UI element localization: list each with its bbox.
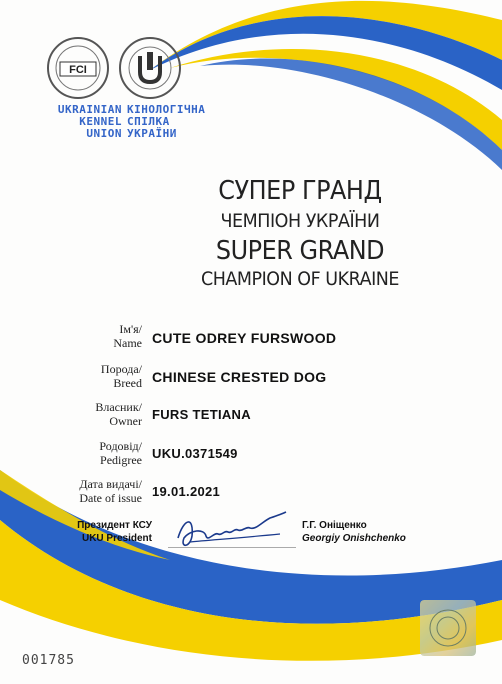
date-label: Дата видачі/ Date of issue: [79, 477, 142, 505]
pedigree-label: Родовід/ Pedigree: [99, 439, 142, 467]
uku-logo: [118, 36, 182, 100]
handwritten-signature: [170, 508, 290, 552]
president-title: Президент КСУ UKU President: [77, 520, 152, 544]
title-ua-line1: СУПЕР ГРАНД: [218, 176, 382, 206]
president-name: Г.Г. Оніщенко Georgiy Onishchenko: [302, 520, 406, 544]
breed-value: CHINESE CRESTED DOG: [152, 369, 327, 385]
kennel-union-en: UKRAINIAN KENNEL UNION: [57, 103, 122, 140]
name-value: CUTE ODREY FURSWOOD: [152, 330, 337, 346]
title-ua-line2: ЧЕМПІОН УКРАЇНИ: [220, 210, 380, 232]
signature-line: [168, 547, 296, 548]
serial-number: 001785: [22, 653, 75, 668]
owner-value: FURS TETIANA: [152, 407, 251, 422]
title-en-line1: SUPER GRAND: [215, 236, 385, 266]
name-label: Ім'я/ Name: [113, 322, 142, 350]
fci-logo: [46, 36, 110, 100]
breed-label: Порода/ Breed: [100, 362, 142, 390]
hologram-seal: [420, 600, 476, 656]
fci-logo-text: FCI: [69, 64, 87, 76]
owner-label: Власник/ Owner: [95, 400, 142, 428]
kennel-union-ua: КІНОЛОГІЧНА СПІЛКА УКРАЇНИ: [127, 103, 206, 140]
pedigree-value: UKU.0371549: [152, 446, 238, 461]
date-value: 19.01.2021: [152, 484, 221, 499]
title-en-line2: CHAMPION OF UKRAINE: [200, 268, 400, 290]
